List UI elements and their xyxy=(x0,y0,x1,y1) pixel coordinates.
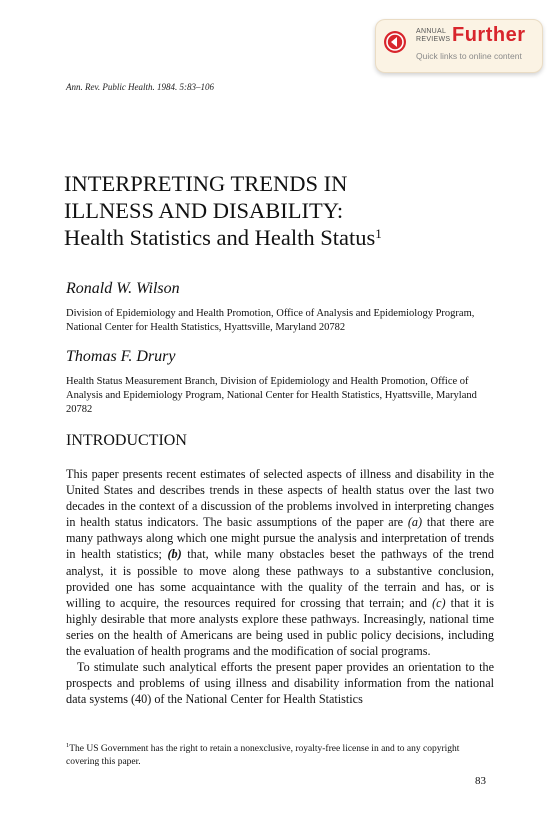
section-heading: INTRODUCTION xyxy=(66,432,187,449)
page-number: 83 xyxy=(475,775,486,787)
author-affiliation: Health Status Measurement Branch, Division of Epidemiology and Health Promotion, Office of Analysis and Epidemiology Program, National Center for Health Statistics, Hyattsville, Maryland 20782 xyxy=(66,376,477,415)
list-marker: (a) xyxy=(407,515,423,530)
body-text xyxy=(66,466,494,707)
list-marker: (b) xyxy=(167,547,182,562)
quick-links-tagline[interactable]: Quick links to online content xyxy=(416,51,522,61)
further-brand: Further xyxy=(452,24,526,46)
title-line-1: INTERPRETING TRENDS IN xyxy=(64,171,348,196)
title-footnote-mark[interactable]: 1 xyxy=(375,226,382,241)
paragraph-text: This paper presents recent estimates of selected aspects of illness and disability in the United States and describes trends in these aspects of health status over the last two decades in the context of a discussion of the problems involved in interpreting changes in health status indicators. The basic assumptions of the paper are xyxy=(66,467,494,530)
list-marker: (c) xyxy=(432,595,446,610)
annual-reviews-logo-icon xyxy=(384,31,406,53)
journal-citation: Ann. Rev. Public Health. 1984. 5:83–106 xyxy=(66,82,215,92)
footnote-text: The US Government has the right to retain a nonexclusive, royalty-free license in and to any copyright covering this paper. xyxy=(66,744,460,768)
title-line-3 xyxy=(64,224,504,251)
article-title xyxy=(64,170,504,251)
annual-reviews-further-banner[interactable] xyxy=(375,19,543,73)
paragraph-text: that, while many obstacles beset the pathways of the trend analyst, it is possible to move along these pathways to a substantive conclusion, provided one has some acquaintance with the quality of the terrain and has, or is willing to acquire, the resources required for crossing that terrain; and xyxy=(66,547,494,610)
paragraph-text: that it is highly desirable that more analysts explore these pathways. Increasingly, national time series on the health of Americans are being used in public policy decisions, including the evaluation of health programs and the modification of social programs. xyxy=(66,595,494,659)
publisher-label: ANNUAL REVIEWS xyxy=(416,28,451,43)
title-line-2: ILLNESS AND DISABILITY: xyxy=(64,198,344,223)
paragraph-text: that there are many pathways along which one might pursue the analysis and interpretation of trends in health statistics; xyxy=(66,515,494,562)
paragraph xyxy=(66,466,494,659)
title-subtitle: Health Statistics and Health Status xyxy=(64,225,376,250)
author-affiliation: Division of Epidemiology and Health Promotion, Office of Analysis and Epidemiology Program, National Center for Health Statistics, Hyattsville, Maryland 20782 xyxy=(66,308,475,333)
footnote xyxy=(66,739,494,769)
paragraph: To stimulate such analytical efforts the present paper provides an orientation to the prospects and problems of using illness and disability information from the national data systems (40) of the National Center for Health Statistics xyxy=(66,660,494,707)
footnote-mark: 1 xyxy=(66,742,70,749)
author-name: Ronald W. Wilson xyxy=(66,280,180,297)
author-name: Thomas F. Drury xyxy=(66,348,176,365)
